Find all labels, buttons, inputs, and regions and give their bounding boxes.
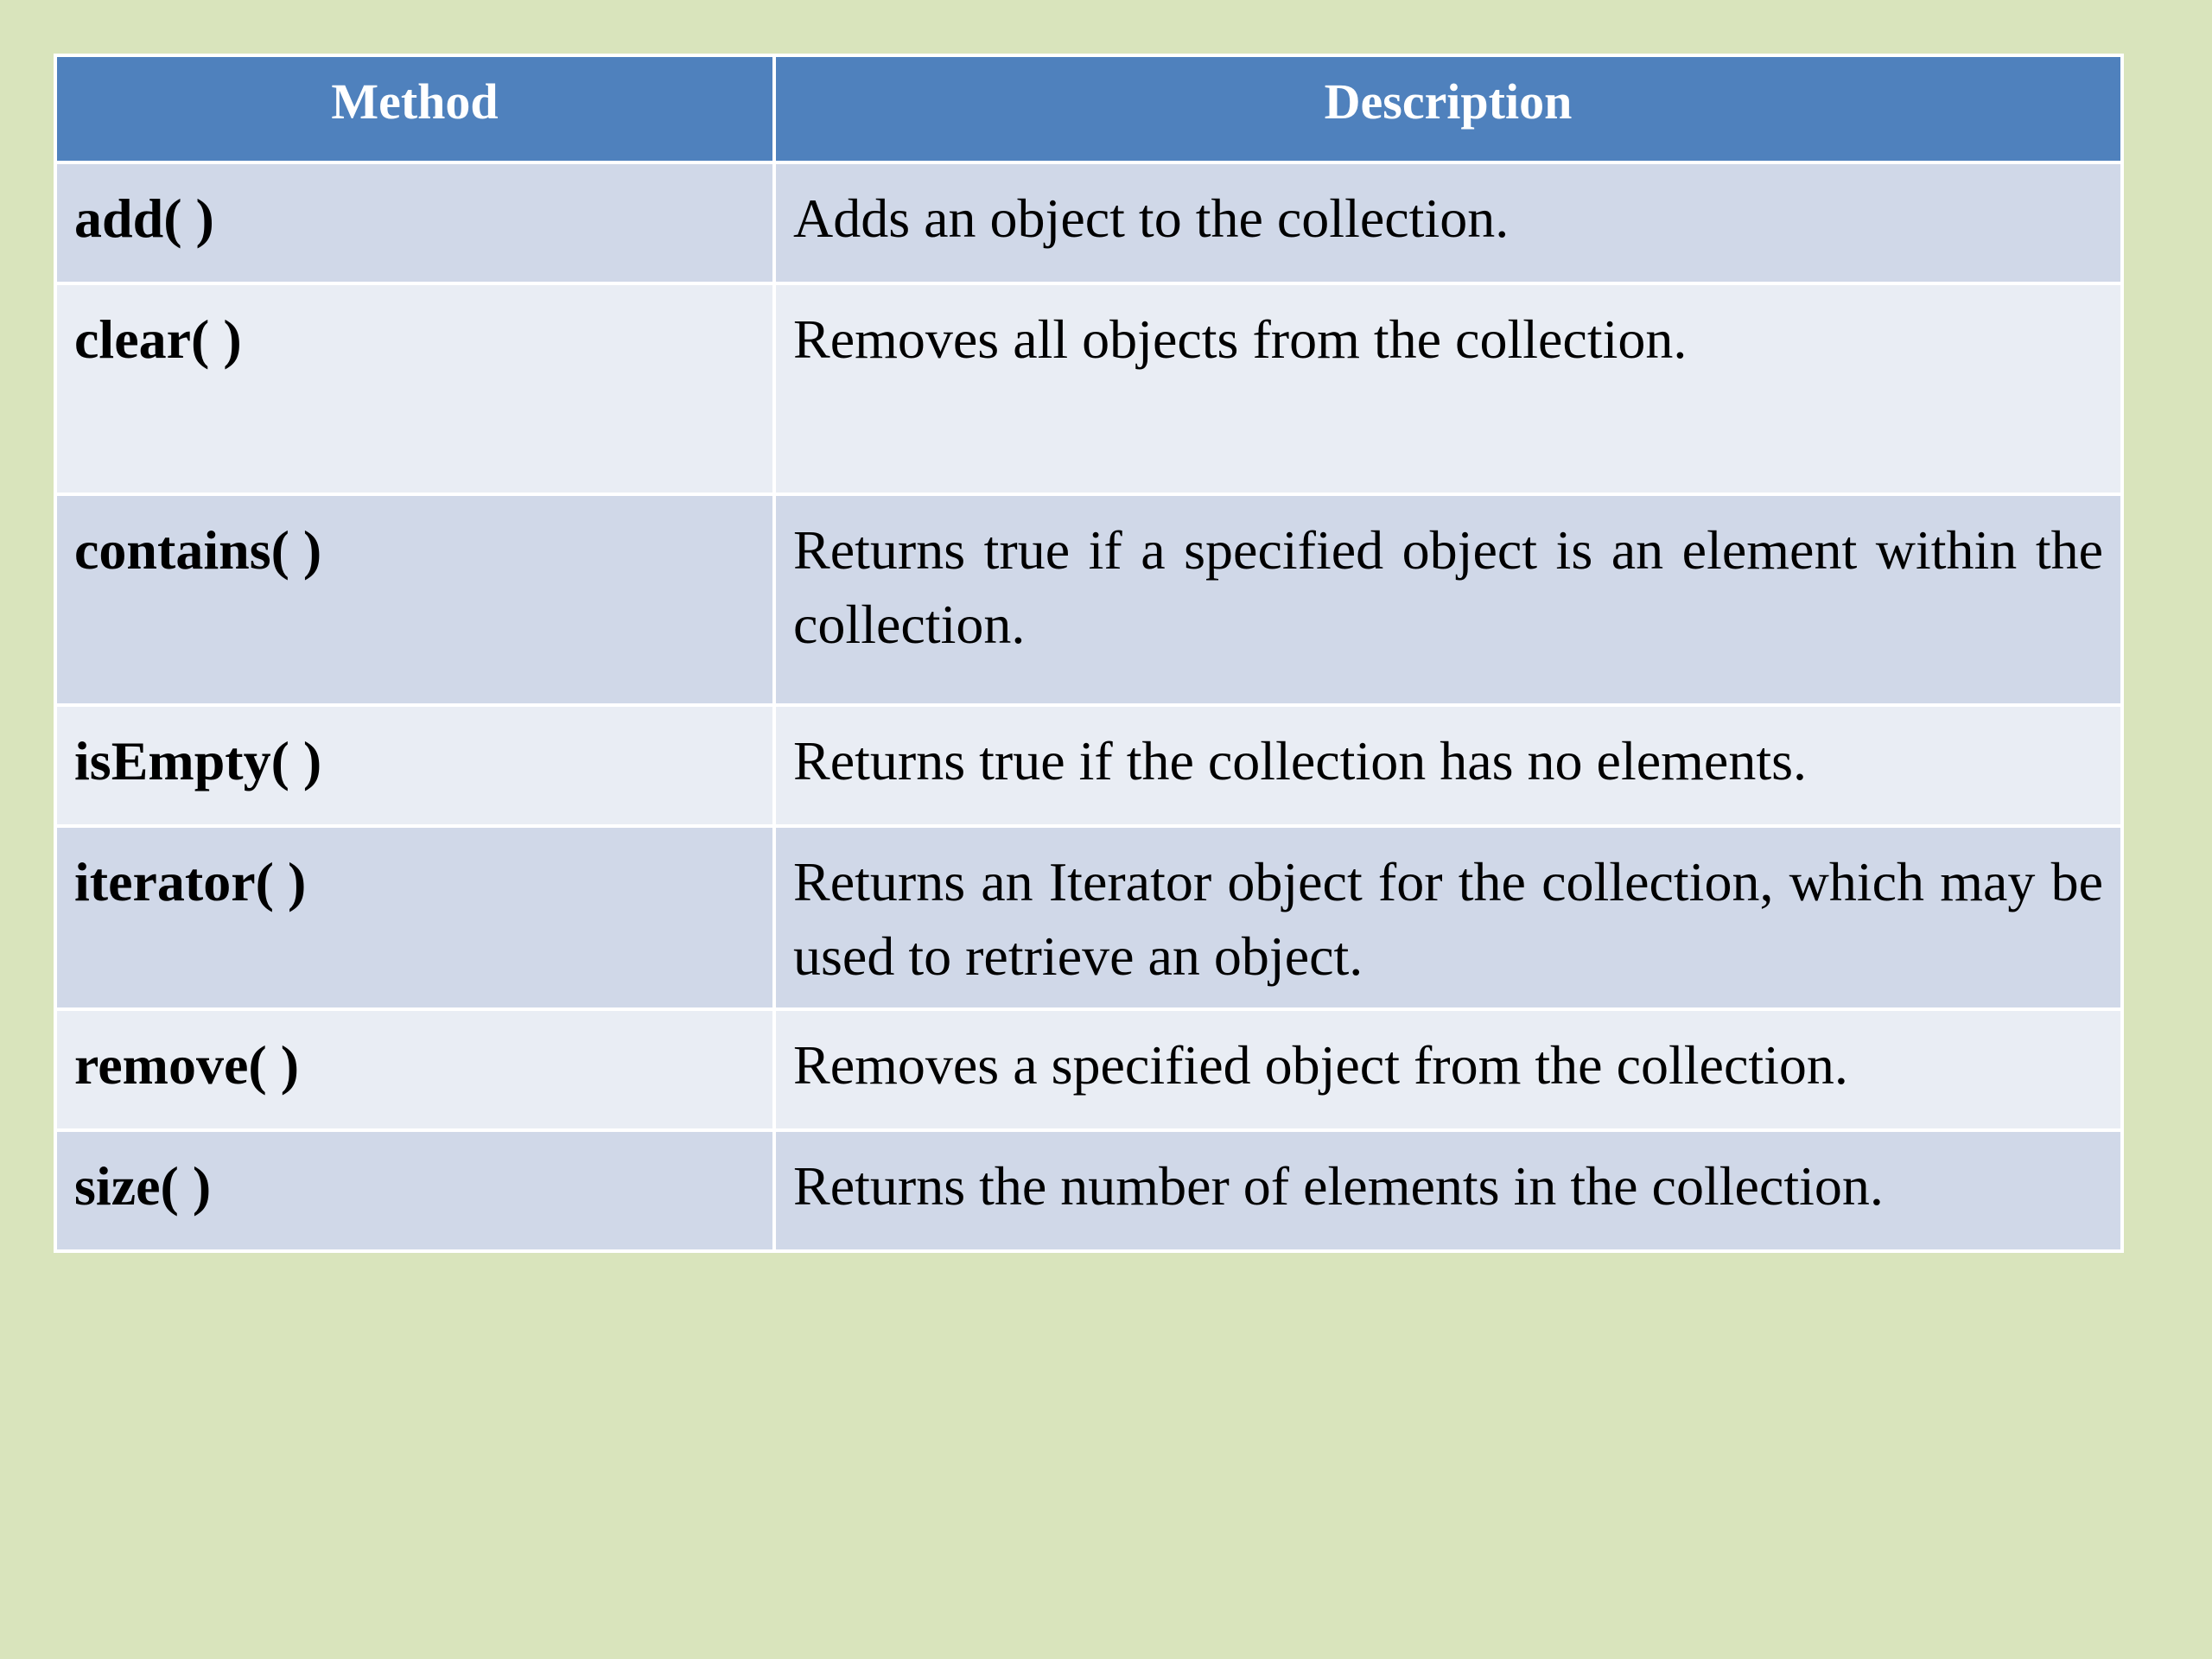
table-row bbox=[55, 283, 2122, 494]
description-cell: Returns the number of elements in the collection. bbox=[774, 1130, 2122, 1251]
description-cell: Removes a specified object from the collection. bbox=[774, 1009, 2122, 1130]
method-cell: add( ) bbox=[55, 162, 774, 283]
table-row bbox=[55, 494, 2122, 705]
header-description: Description bbox=[774, 55, 2122, 162]
collection-methods-table bbox=[54, 54, 2124, 1253]
table-header-row bbox=[55, 55, 2122, 162]
description-cell: Returns an Iterator object for the collection, which may be used to retrieve an object. bbox=[774, 826, 2122, 1009]
description-cell: Removes all objects from the collection. bbox=[774, 283, 2122, 494]
table-row bbox=[55, 705, 2122, 826]
description-cell: Returns true if a specified object is an element within the collection. bbox=[774, 494, 2122, 705]
header-method: Method bbox=[55, 55, 774, 162]
table-row bbox=[55, 1130, 2122, 1251]
table-row bbox=[55, 826, 2122, 1009]
table-row bbox=[55, 162, 2122, 283]
description-cell: Returns true if the collection has no elements. bbox=[774, 705, 2122, 826]
method-cell: contains( ) bbox=[55, 494, 774, 705]
method-cell: remove( ) bbox=[55, 1009, 774, 1130]
table-row bbox=[55, 1009, 2122, 1130]
method-cell: clear( ) bbox=[55, 283, 774, 494]
description-cell: Adds an object to the collection. bbox=[774, 162, 2122, 283]
method-cell: size( ) bbox=[55, 1130, 774, 1251]
method-cell: iterator( ) bbox=[55, 826, 774, 1009]
method-cell: isEmpty( ) bbox=[55, 705, 774, 826]
